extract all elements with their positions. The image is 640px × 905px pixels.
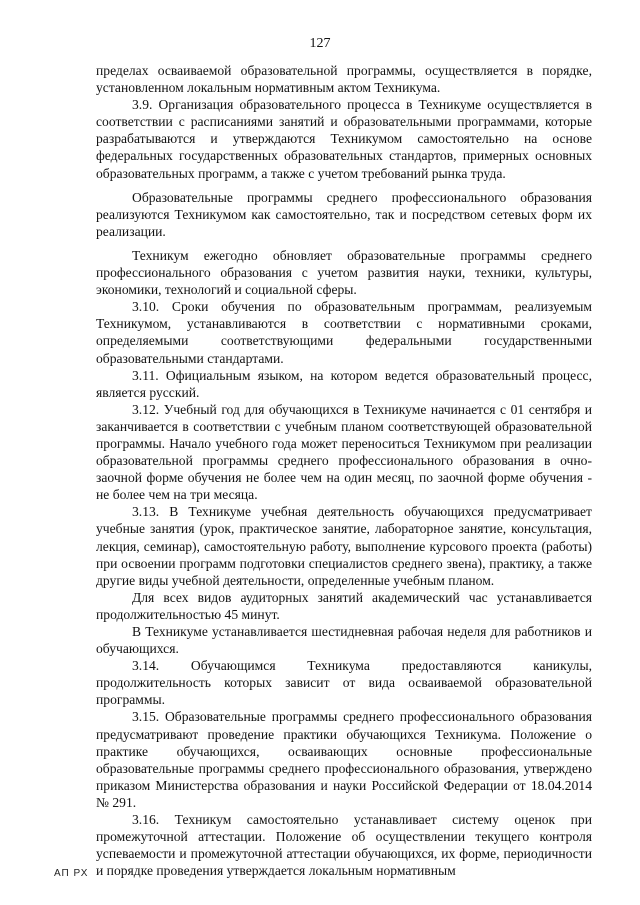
footer-mark: АП РХ: [54, 868, 89, 879]
paragraph-3-13: 3.13. В Техникуме учебная деятельность обучающихся предусматривает учебные занятия (урок, практическое занятие, лабораторное занятие, консультация, лекция, семинар), самостоятельную работу, выполнение курсового проекта (работы) при освоении программ подготовки специалистов среднего звена), практику, а также другие виды учебной деятельности, определенные учебным планом.: [96, 504, 592, 588]
page-number: 127: [309, 36, 331, 51]
paragraph-work-week: В Техникуме устанавливается шестидневная рабочая неделя для работников и обучающихся.: [96, 624, 592, 657]
paragraph-continuation: пределах осваиваемой образовательной программы, осуществляется в порядке, установленном локальным нормативным актом Техникума.: [96, 63, 592, 96]
paragraph-3-10: 3.10. Сроки обучения по образовательным программам, реализуемым Техникумом, устанавливаются в соответствии с нормативными сроками, определяемыми соответствующими федеральными государственными образовательными стандартами.: [96, 299, 592, 366]
paragraph-programs-update: Техникум ежегодно обновляет образовательные программы среднего профессионального образования с учетом развития науки, техники, культуры, экономики, технологий и социальной сферы.: [96, 247, 592, 298]
paragraph-3-11: 3.11. Официальным языком, на котором ведется образовательный процесс, является русский.: [96, 367, 592, 400]
paragraph-3-12: 3.12. Учебный год для обучающихся в Техникуме начинается с 01 сентября и заканчивается в соответствии с учебным планом соответствующей образовательной программы. Начало учебного года может переноситься Техникумом при реализации образовательной программы среднего профессионального образования в очно-заочной форме обучения не более чем на один месяц, по заочной форме обучения - не более чем на три месяца.: [96, 401, 592, 503]
paragraph-3-9: 3.9. Организация образовательного процесса в Техникуме осуществляется в соответствии с расписаниями занятий и образовательными программами, которые разрабатываются и утверждаются Техникумом самостоятельно на основе федеральных государственных образовательных стандартов, примерных основных образовательных программ, а также с учетом требований рынка труда.: [96, 97, 592, 181]
paragraph-academic-hour: Для всех видов аудиторных занятий академический час устанавливается продолжительностью 45 минут.: [96, 589, 592, 622]
paragraph-programs-network: Образовательные программы среднего профессионального образования реализуются Техникумом как самостоятельно, так и посредством сетевых форм их реализации.: [96, 189, 592, 239]
paragraph-3-16: 3.16. Техникум самостоятельно устанавливает систему оценок при промежуточной аттестации. Положение об осуществлении текущего контроля успеваемости и промежуточной аттестации обучающихся, их форме, периодичности и порядке проведения утверждается локальным нормативным: [96, 812, 592, 879]
document-body: [96, 62, 592, 879]
paragraph-3-14: 3.14. Обучающимся Техникума предоставляются каникулы, продолжительность которых зависит от вида осваиваемой образовательной программы.: [96, 658, 592, 708]
paragraph-3-15: 3.15. Образовательные программы среднего профессионального образования предусматривают проведение практики обучающихся Техникума. Положение о практике обучающихся, осваивающих основные профессиональные образовательные программы среднего профессионального образования, утверждено приказом Министерства образования и науки Российской Федерации от 18.04.2014 № 291.: [96, 709, 592, 810]
